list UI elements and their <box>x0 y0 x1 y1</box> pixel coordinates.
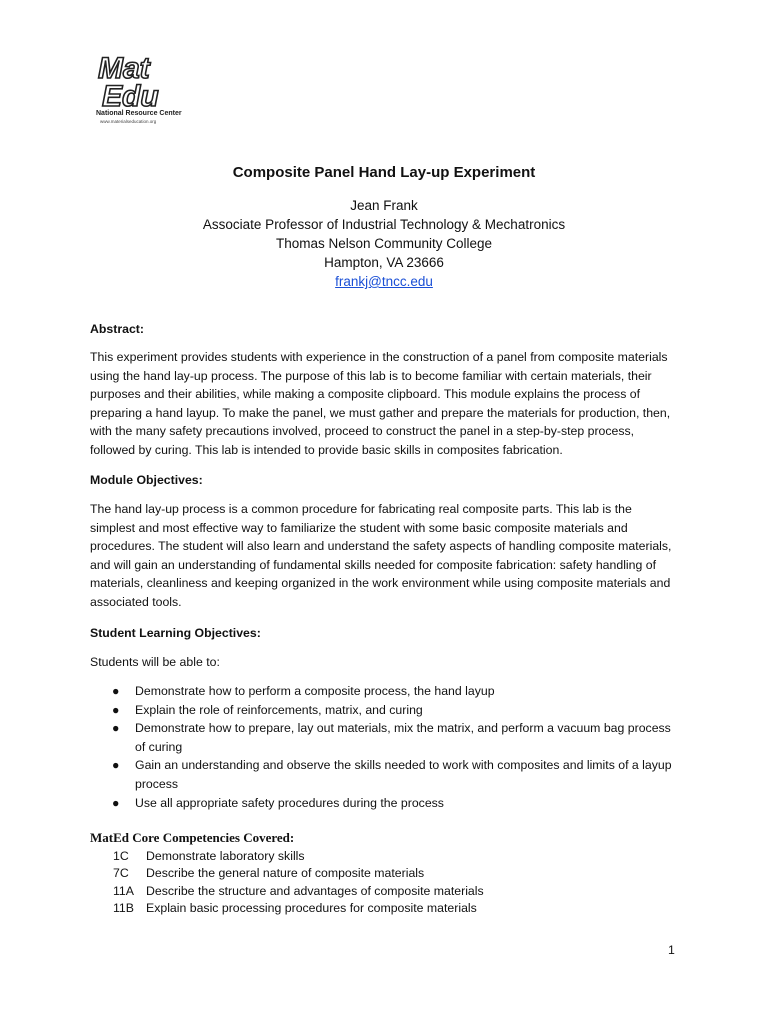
logo-website: www.materialseducation.org <box>100 119 157 124</box>
abstract-text: This experiment provides students with experience in the construction of a panel from composite materials using the hand lay-up process. The purpose of this lab is to become familiar with certain materials, their purposes and their abilities, while making a composite clipboard. This module explains the process of preparing a hand layup. To make the panel, we must gather and prepare the materials for production, then, with the many safety precautions involved, proceed to construct the panel in a step-by-step process, followed by curing. This lab is intended to provide basic skills in composites fabrication. <box>90 350 671 457</box>
competency-text: Describe the general nature of composite materials <box>146 866 425 881</box>
competencies-list <box>90 848 690 918</box>
bullet-icon: ● <box>112 758 120 773</box>
list-item <box>90 883 690 900</box>
competency-text: Demonstrate laboratory skills <box>146 849 305 863</box>
page-number: 1 <box>668 943 675 957</box>
list-item <box>90 900 690 917</box>
logo-subtitle: National Resource Center <box>96 110 182 117</box>
bullet-icon: ● <box>112 795 120 810</box>
bullet-icon: ● <box>112 684 120 698</box>
document-title: Composite Panel Hand Lay-up Experiment <box>232 164 536 181</box>
student-objectives-list <box>90 682 680 812</box>
list-item: ● Use all appropriate safety procedures during the process <box>90 794 680 813</box>
student-objectives-heading: Student Learning Objectives: <box>90 626 261 640</box>
author-location: Hampton, VA 23666 <box>324 255 444 270</box>
module-objectives-heading: Module Objectives: <box>90 473 203 487</box>
author-position: Associate Professor of Industrial Technology & Mechatronics <box>202 217 566 232</box>
module-objectives-text: The hand lay-up process is a common procedure for fabricating real composite parts. This lab is the simplest and most effective way to familiarize the student with some basic composite materials and procedures. The student will also learn and understand the safety aspects of handling composite materials, and will gain an understanding of fundamental skills needed for composite fabrication: safety handling of materials, cleanliness and keeping organized in the work environment while using composite materials and associated tools. <box>90 502 672 609</box>
competency-text: Describe the structure and advantages of composite materials <box>146 883 484 898</box>
author-name: Jean Frank <box>350 198 418 213</box>
author-block <box>0 196 768 291</box>
competency-text: Explain basic processing procedures for composite materials <box>146 901 477 916</box>
list-item <box>90 865 690 882</box>
author-email-link[interactable]: frankj@tncc.edu <box>335 274 433 289</box>
competency-code: 7C <box>113 866 129 881</box>
list-item <box>90 848 690 865</box>
bullet-icon: ● <box>112 702 120 717</box>
competency-code: 11A <box>113 883 134 898</box>
list-item: ● Explain the role of reinforcements, matrix, and curing <box>90 701 680 720</box>
list-item: ● Demonstrate how to perform a composite process, the hand layup <box>90 682 680 701</box>
abstract-heading: Abstract: <box>90 322 144 336</box>
logo-edu-text: Edu <box>102 80 159 110</box>
bullet-icon: ● <box>112 721 120 736</box>
competency-code: 11B <box>113 901 134 916</box>
mated-logo <box>96 52 206 132</box>
list-item: ● Gain an understanding and observe the skills needed to work with composites and limits of a layup process <box>112 758 672 791</box>
logo-mat-text: Mat <box>98 52 150 85</box>
author-institution: Thomas Nelson Community College <box>275 236 493 251</box>
mated-logo-mark <box>96 52 176 110</box>
competency-code: 1C <box>113 849 129 863</box>
competencies-heading: MatEd Core Competencies Covered: <box>90 830 295 845</box>
student-objectives-intro: Students will be able to: <box>90 655 220 669</box>
list-item: ● Demonstrate how to prepare, lay out materials, mix the matrix, and perform a vacuum bag process of curing <box>112 721 671 754</box>
